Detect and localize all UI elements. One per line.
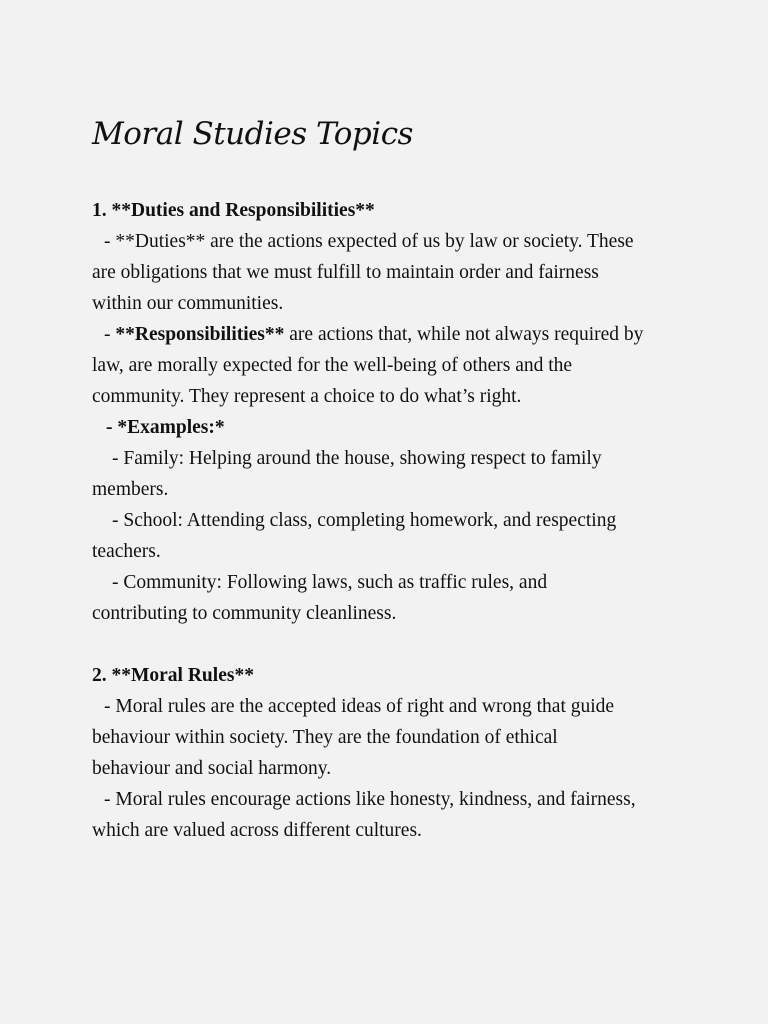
- paragraph-line: community. They represent a choice to do what’s right.: [92, 386, 522, 407]
- section-spacer: [92, 629, 692, 660]
- page-title: Moral Studies Topics: [92, 116, 413, 152]
- list-item: - School: Attending class, completing homework, and respecting: [112, 510, 617, 531]
- paragraph-line: - Moral rules are the accepted ideas of right and wrong that guide: [104, 696, 615, 717]
- paragraph-line: - Moral rules encourage actions like honesty, kindness, and fairness,: [104, 789, 636, 810]
- paragraph-line: within our communities.: [92, 293, 284, 314]
- paragraph-line: behaviour within society. They are the foundation of ethical: [92, 727, 558, 748]
- list-item: - Community: Following laws, such as traffic rules, and: [112, 572, 548, 593]
- examples-heading: - *Examples:*: [106, 417, 225, 438]
- paragraph-line: are obligations that we must fulfill to maintain order and fairness: [92, 262, 599, 283]
- list-item: - Family: Helping around the house, showing respect to family: [112, 448, 602, 469]
- list-item-continued: teachers.: [92, 541, 161, 562]
- paragraph-line: law, are morally expected for the well-being of others and the: [92, 355, 573, 376]
- paragraph-line: - **Duties** are the actions expected of us by law or society. These: [104, 231, 634, 252]
- list-item-continued: contributing to community cleanliness.: [92, 603, 397, 624]
- paragraph-line: - **Responsibilities** are actions that, while not always required by: [104, 324, 644, 345]
- list-item-continued: members.: [92, 479, 169, 500]
- section-heading-moral-rules: 2. **Moral Rules**: [92, 665, 254, 686]
- paragraph-line: behaviour and social harmony.: [92, 758, 332, 779]
- document-body: [92, 195, 692, 846]
- section-heading-duties: 1. **Duties and Responsibilities**: [92, 200, 375, 221]
- paragraph-line: which are valued across different cultures.: [92, 820, 422, 841]
